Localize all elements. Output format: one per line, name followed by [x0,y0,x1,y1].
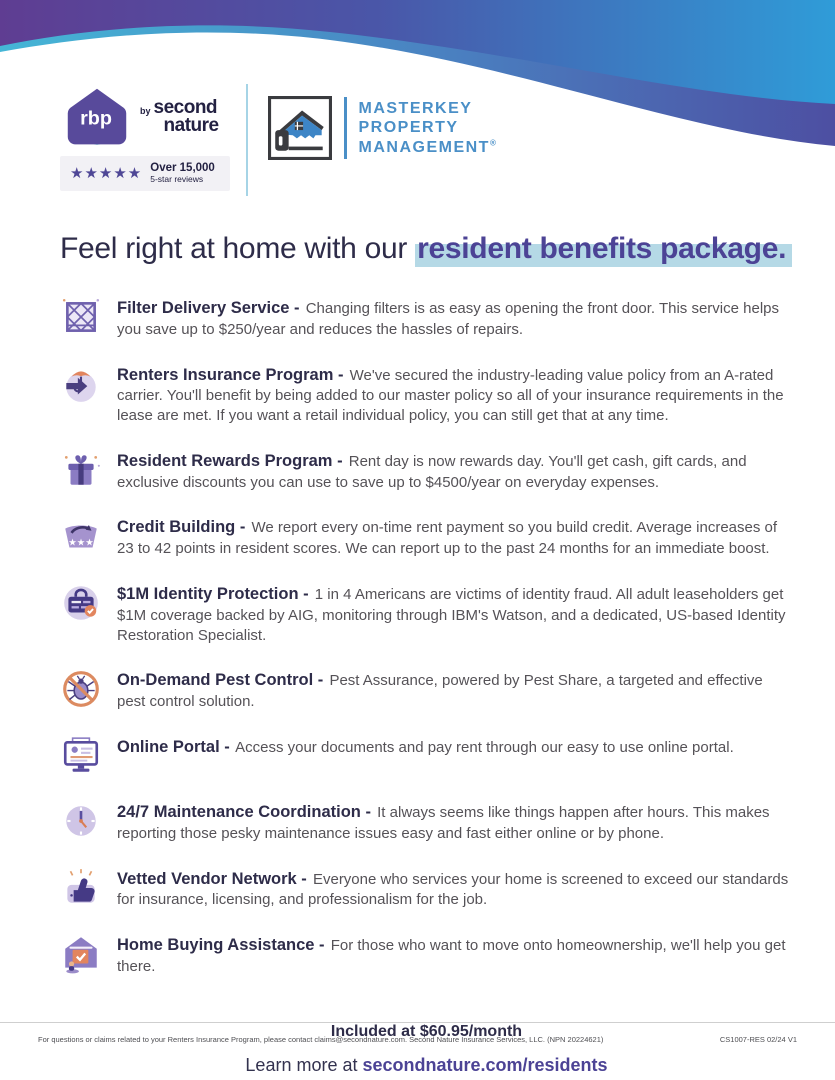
benefit-title: Online Portal - [117,737,230,756]
benefit-title: Home Buying Assistance - [117,936,325,955]
masterkey-line1: MASTERKEY [358,100,473,118]
benefit-description: We report every on-time rent payment so you build credit. Average increases of 23 to 42 points in resident scores. We can report up to the past 24 months for an immediate boost. [117,519,778,558]
benefit-description: For those who want to move onto homeownership, we'll help you get there. [117,937,786,975]
reviews-count: Over 15,000 [150,162,215,174]
masterkey-divider [344,97,347,159]
brand-line2: nature [163,115,219,136]
benefit-description: Pest Assurance, powered by Pest Share, a targeted and effective pest control solution. [117,672,763,711]
brand-line1: second [153,96,218,118]
benefit-item-vendor-network [60,867,793,911]
benefit-description: We've secured the industry-leading value policy from an A-rated carrier. You'll benefit by being added to our master policy so all of your insurance requirements in the lease are met. If you want a retail individual policy, you can still get that at any time. [117,366,784,425]
five-stars-icon: ★★★★★ [70,164,143,182]
benefit-title: Resident Rewards Program - [117,451,343,470]
fine-print-right: CS1007-RES 02/24 V1 [719,1035,797,1044]
benefit-description: Access your documents and pay rent through our easy to use online portal. [235,738,734,756]
benefit-title: $1M Identity Protection - [117,585,309,604]
benefit-description: 1 in 4 Americans are victims of identity fraud. All adult leaseholders get $1M coverage backed by AIG, monitoring through IBM's Watson, and a dedicated, US-based Identity Restoration Specialist. [117,586,786,644]
benefit-description: It always seems like things happen after hours. This makes reporting those pesky maintenance issues easy and fast either online or by phone. [117,803,770,842]
air-filter-icon [60,296,102,338]
home-check-icon [60,933,102,975]
gift-box-icon [60,449,102,491]
masterkey-logo-icon [268,96,332,160]
benefit-item-pest-control [60,668,793,712]
id-protection-icon [60,582,102,624]
no-pest-icon [60,668,102,710]
benefits-list [60,296,793,977]
clock-icon [60,800,102,842]
benefit-title: Credit Building - [117,518,246,537]
benefit-title: Filter Delivery Service - [117,299,300,317]
rbp-brand-block [60,84,230,191]
masterkey-line2: PROPERTY [358,119,459,137]
online-portal-icon [60,735,102,777]
fine-print-left: For questions or claims related to your Renters Insurance Program, please contact claims@secondnature.com. Second Nature Insurance Services, LLC. (NPN 20224621) [38,1035,604,1044]
credit-badge-icon [60,515,102,557]
svg-text:★★★: ★★★ [68,537,94,549]
benefit-item-credit-building [60,515,793,559]
price-line: Included at $60.95/month [330,1022,523,1040]
thumbs-up-icon [60,867,102,909]
benefit-title: On-Demand Pest Control - [117,671,324,690]
benefit-item-online-portal [60,735,793,777]
learn-more-prefix: Learn more at [245,1054,363,1075]
benefit-item-filter-delivery [60,296,793,340]
page-title [60,232,793,266]
benefit-description: Everyone who services your home is screened to exceed our standards for insurance, licensing, and professionalism for the job. [117,870,789,909]
benefit-title: Vetted Vendor Network - [117,869,307,888]
benefit-item-resident-rewards [60,449,793,493]
masterkey-brand-block [268,96,496,160]
umbrella-house-icon [60,363,102,405]
benefit-title: Renters Insurance Program - [117,365,344,384]
fine-print [0,1022,835,1044]
masterkey-line3: MANAGEMENT [358,138,490,156]
title-prefix: Feel right at home with our [60,232,416,265]
rbp-logo-icon [60,84,134,150]
svg-text:rbp: rbp [80,107,112,130]
benefit-item-maintenance [60,800,793,844]
header [60,84,793,196]
reviews-caption: 5-star reviews [150,174,204,185]
second-nature-wordmark [140,96,219,136]
masterkey-wordmark [359,99,496,157]
title-highlight: resident benefits package. [415,232,792,267]
benefit-item-renters-insurance [60,363,793,426]
benefit-description: Changing filters is as easy as opening the front door. This service helps you save up to $250/year and reduces the hassles of repairs. [117,300,780,338]
by-label: by [140,105,151,116]
reviews-badge [60,156,230,191]
header-divider [246,84,248,196]
learn-more-link[interactable]: secondnature.com/residents [362,1054,608,1075]
benefit-item-home-buying [60,933,793,977]
registered-mark: ® [489,138,496,148]
benefit-item-identity-protection [60,582,793,645]
benefit-title: 24/7 Maintenance Coordination - [117,802,371,821]
benefit-description: Rent day is now rewards day. You'll get cash, gift cards, and exclusive discounts you can use to save up to $4500/year on everyday expenses. [117,452,747,491]
